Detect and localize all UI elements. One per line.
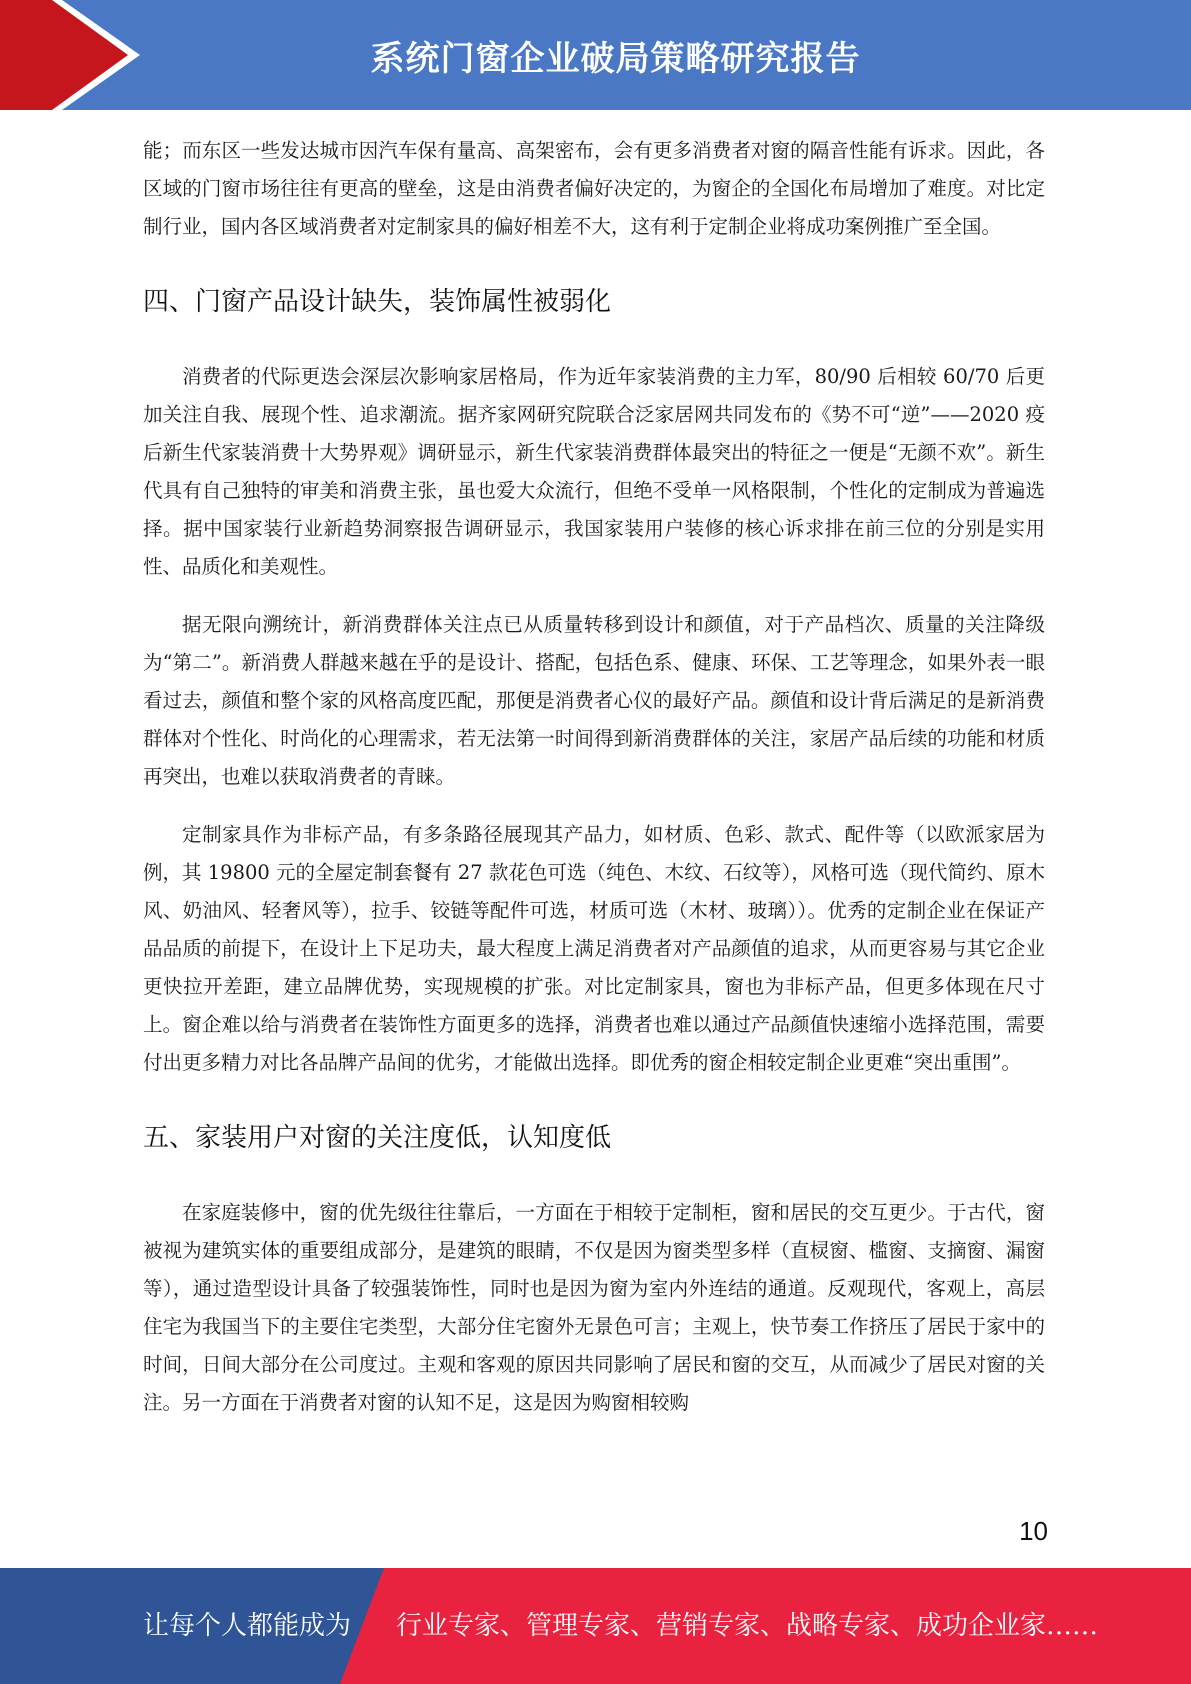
paragraph-4-3: 定制家具作为非标产品，有多条路径展现其产品力，如材质、色彩、款式、配件等（以欧派家居为例，其 19800 元的全屋定制套餐有 27 款花色可选（纯色、木纹、石纹等），风格可选（现代简约、原木风、奶油风、轻奢风等），拉手、铰链等配件可选，材质可选（木材、玻璃））。优秀的定制企业在保证产品品质的前提下，在设计上下足功夫，最大程度上满足消费者对产品颜值的追求，从而更容易与其它企业更快拉开差距，建立品牌优势，实现规模的扩张。对比定制家具，窗也为非标产品，但更多体现在尺寸上。窗企难以给与消费者在装饰性方面更多的选择，消费者也难以通过产品颜值快速缩小选择范围，需要付出更多精力对比各品牌产品间的优劣，才能做出选择。即优秀的窗企相较定制企业更难“突出重围”。 xyxy=(143,823,1045,1074)
section-heading-4: 四、门窗产品设计缺失，装饰属性被弱化 xyxy=(143,287,612,317)
paragraph-5-1: 在家庭装修中，窗的优先级往往靠后，一方面在于相较于定制柜，窗和居民的交互更少。于古代，窗被视为建筑实体的重要组成部分，是建筑的眼睛，不仅是因为窗类型多样（直棂窗、槛窗、支摘窗、漏窗等），通过造型设计具备了较强装饰性，同时也是因为窗为室内外连结的通道。反观现代，客观上，高层住宅为我国当下的主要住宅类型，大部分住宅窗外无景色可言；主观上，快节奏工作挤压了居民于家中的时间，日间大部分在公司度过。主观和客观的原因共同影响了居民和窗的交互，从而减少了居民对窗的关注。另一方面在于消费者对窗的认知不足，这是因为购窗相较购 xyxy=(143,1201,1045,1414)
paragraph-4-1: 消费者的代际更迭会深层次影响家居格局，作为近年家装消费的主力军，80/90 后相较 60/70 后更加关注自我、展现个性、追求潮流。据齐家网研究院联合泛家居网共同发布的《势不可“逆”——2020 疫后新生代家装消费十大势界观》调研显示，新生代家装消费群体最突出的特征之一便是“无颜不欢”。新生代具有自己独特的审美和消费主张，虽也爱大众流行，但绝不受单一风格限制，个性化的定制成为普遍选择。据中国家装行业新趋势洞察报告调研显示，我国家装用户装修的核心诉求排在前三位的分别是实用性、品质化和美观性。 xyxy=(143,365,1045,578)
footer-slogan-left: 让每个人都能成为 xyxy=(143,1611,352,1641)
report-title: 系统门窗企业破局策略研究报告 xyxy=(370,38,861,79)
page-header xyxy=(0,0,1191,110)
page-footer xyxy=(0,1568,1191,1684)
paragraph-4-2: 据无限向溯统计，新消费群体关注点已从质量转移到设计和颜值，对于产品档次、质量的关注降级为“第二”。新消费人群越来越在乎的是设计、搭配，包括色系、健康、环保、工艺等理念，如果外表一眼看过去，颜值和整个家的风格高度匹配，那便是消费者心仪的最好产品。颜值和设计背后满足的是新消费群体对个性化、时尚化的心理需求，若无法第一时间得到新消费群体的关注，家居产品后续的功能和材质再突出，也难以获取消费者的青睐。 xyxy=(143,613,1045,788)
paragraph-intro: 能；而东区一些发达城市因汽车保有量高、高架密布，会有更多消费者对窗的隔音性能有诉求。因此，各区域的门窗市场往往有更高的壁垒，这是由消费者偏好决定的，为窗企的全国化布局增加了难度。对比定制行业，国内各区域消费者对定制家具的偏好相差不大，这有利于定制企业将成功案例推广至全国。 xyxy=(143,139,1045,238)
page-number: 10 xyxy=(1019,1516,1048,1546)
section-heading-5: 五、家装用户对窗的关注度低，认知度低 xyxy=(143,1123,612,1153)
page-content xyxy=(143,132,1045,1422)
red-chevron-icon xyxy=(0,0,160,110)
footer-slogan-right: 行业专家、管理专家、营销专家、战略专家、成功企业家…… xyxy=(396,1611,1099,1641)
